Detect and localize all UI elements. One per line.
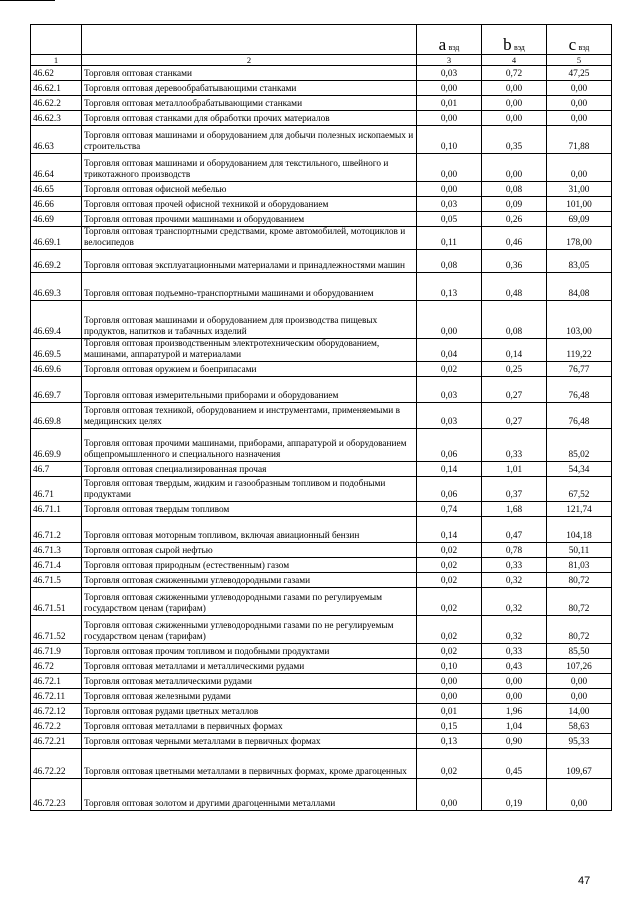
row-value-a: 0,03 [417, 377, 482, 403]
table-row [31, 362, 612, 377]
row-name: Торговля оптовая золотом и другими драгоценными металлами [82, 779, 417, 811]
row-value-c: 83,05 [547, 250, 612, 273]
row-value-a: 0,05 [417, 212, 482, 227]
row-value-c: 80,72 [547, 616, 612, 644]
row-value-c: 85,50 [547, 644, 612, 659]
row-name: Торговля оптовая техникой, оборудованием и инструментами, применяемыми в медицинских целях [82, 403, 417, 429]
row-code: 46.71.9 [31, 644, 82, 659]
row-code: 46.71.3 [31, 543, 82, 558]
row-value-a: 0,03 [417, 403, 482, 429]
table-row [31, 154, 612, 182]
row-value-b: 0,08 [482, 182, 547, 197]
row-value-a: 0,10 [417, 126, 482, 154]
row-value-a: 0,01 [417, 96, 482, 111]
row-value-c: 80,72 [547, 588, 612, 616]
row-value-c: 104,18 [547, 517, 612, 543]
row-value-b: 0,33 [482, 644, 547, 659]
row-value-b: 1,01 [482, 462, 547, 477]
row-name: Торговля оптовая машинами и оборудованием для добычи полезных ископаемых и строительства [82, 126, 417, 154]
table-row [31, 126, 612, 154]
row-value-a: 0,06 [417, 429, 482, 462]
row-value-a: 0,00 [417, 182, 482, 197]
table-row [31, 81, 612, 96]
row-value-b: 0,32 [482, 573, 547, 588]
row-value-b: 0,26 [482, 212, 547, 227]
row-value-c: 178,00 [547, 227, 612, 250]
row-code: 46.69.6 [31, 362, 82, 377]
top-rule [0, 0, 55, 1]
row-name: Торговля оптовая природным (естественным) газом [82, 558, 417, 573]
header-a-letter: a [438, 35, 447, 54]
row-value-a: 0,03 [417, 66, 482, 81]
page-number: 47 [578, 875, 591, 887]
row-value-c: 85,02 [547, 429, 612, 462]
table-row [31, 502, 612, 517]
row-code: 46.71.52 [31, 616, 82, 644]
row-code: 46.62.3 [31, 111, 82, 126]
row-name: Торговля оптовая черными металлами в первичных формах [82, 734, 417, 749]
row-value-b: 0,72 [482, 66, 547, 81]
row-value-c: 31,00 [547, 182, 612, 197]
row-value-a: 0,02 [417, 543, 482, 558]
row-code: 46.64 [31, 154, 82, 182]
row-value-c: 76,48 [547, 377, 612, 403]
row-name: Торговля оптовая сжиженными углеводородными газами по регулируемым государством ценам (тарифам) [82, 588, 417, 616]
row-name: Торговля оптовая подъемно-транспортными машинами и оборудованием [82, 273, 417, 301]
column-number: 2 [82, 55, 417, 66]
table-row [31, 477, 612, 502]
row-name: Торговля оптовая машинами и оборудованием для текстильного, швейного и трикотажного производств [82, 154, 417, 182]
header-a-sub: вэд [448, 43, 460, 52]
row-code: 46.69.7 [31, 377, 82, 403]
row-name: Торговля оптовая твердым топливом [82, 502, 417, 517]
table-row [31, 517, 612, 543]
row-value-b: 0,00 [482, 96, 547, 111]
row-code: 46.71.5 [31, 573, 82, 588]
row-value-b: 0,43 [482, 659, 547, 674]
row-value-b: 1,68 [482, 502, 547, 517]
table-row [31, 779, 612, 811]
row-code: 46.72 [31, 659, 82, 674]
table-row [31, 616, 612, 644]
row-value-c: 80,72 [547, 573, 612, 588]
header-c-letter: c [568, 35, 577, 54]
row-name: Торговля оптовая сырой нефтью [82, 543, 417, 558]
row-name: Торговля оптовая специализированная прочая [82, 462, 417, 477]
table-row [31, 558, 612, 573]
row-code: 46.71.4 [31, 558, 82, 573]
table-row [31, 212, 612, 227]
table-row [31, 719, 612, 734]
row-name: Торговля оптовая транспортными средствами, кроме автомобилей, мотоциклов и велосипедов [82, 227, 417, 250]
row-code: 46.66 [31, 197, 82, 212]
row-name: Торговля оптовая твердым, жидким и газообразным топливом и подобными продуктами [82, 477, 417, 502]
table-row [31, 689, 612, 704]
row-value-c: 47,25 [547, 66, 612, 81]
row-value-a: 0,04 [417, 339, 482, 362]
row-value-c: 109,67 [547, 749, 612, 779]
column-number: 3 [417, 55, 482, 66]
row-value-a: 0,08 [417, 250, 482, 273]
row-code: 46.63 [31, 126, 82, 154]
row-value-b: 0,46 [482, 227, 547, 250]
row-value-b: 0,27 [482, 403, 547, 429]
column-number: 4 [482, 55, 547, 66]
row-code: 46.62 [31, 66, 82, 81]
table-row [31, 734, 612, 749]
table-body [31, 25, 612, 811]
row-name: Торговля оптовая железными рудами [82, 689, 417, 704]
column-number-row [31, 55, 612, 66]
row-value-c: 67,52 [547, 477, 612, 502]
row-value-c: 50,11 [547, 543, 612, 558]
row-value-b: 0,36 [482, 250, 547, 273]
row-name: Торговля оптовая офисной мебелью [82, 182, 417, 197]
row-value-c: 0,00 [547, 81, 612, 96]
header-c-sub: вэд [578, 43, 590, 52]
header-empty-code [31, 25, 82, 55]
row-value-c: 69,09 [547, 212, 612, 227]
row-value-a: 0,10 [417, 659, 482, 674]
row-value-c: 121,74 [547, 502, 612, 517]
row-code: 46.7 [31, 462, 82, 477]
row-name: Торговля оптовая рудами цветных металлов [82, 704, 417, 719]
row-value-b: 0,45 [482, 749, 547, 779]
row-value-a: 0,02 [417, 362, 482, 377]
row-value-c: 58,63 [547, 719, 612, 734]
row-code: 46.71 [31, 477, 82, 502]
row-name: Торговля оптовая прочими машинами, приборами, аппаратурой и оборудованием общепромышленного и специального назначения [82, 429, 417, 462]
row-value-b: 0,90 [482, 734, 547, 749]
row-value-a: 0,00 [417, 301, 482, 339]
row-value-c: 76,48 [547, 403, 612, 429]
row-name: Торговля оптовая металлами и металлическими рудами [82, 659, 417, 674]
row-value-b: 0,08 [482, 301, 547, 339]
row-value-a: 0,02 [417, 588, 482, 616]
row-code: 46.71.2 [31, 517, 82, 543]
row-name: Торговля оптовая прочим топливом и подобными продуктами [82, 644, 417, 659]
row-value-c: 101,00 [547, 197, 612, 212]
row-code: 46.72.2 [31, 719, 82, 734]
row-value-c: 103,00 [547, 301, 612, 339]
row-value-a: 0,00 [417, 689, 482, 704]
row-value-b: 0,00 [482, 154, 547, 182]
row-name: Торговля оптовая металлообрабатывающими станками [82, 96, 417, 111]
row-value-a: 0,02 [417, 573, 482, 588]
row-name: Торговля оптовая станками [82, 66, 417, 81]
row-value-a: 0,74 [417, 502, 482, 517]
row-value-c: 0,00 [547, 674, 612, 689]
row-name: Торговля оптовая измерительными приборами и оборудованием [82, 377, 417, 403]
row-value-b: 0,19 [482, 779, 547, 811]
header-row [31, 25, 612, 55]
row-code: 46.69.5 [31, 339, 82, 362]
row-value-a: 0,00 [417, 674, 482, 689]
row-name: Торговля оптовая деревообрабатывающими станками [82, 81, 417, 96]
table-row [31, 749, 612, 779]
table-row [31, 588, 612, 616]
row-value-b: 0,32 [482, 616, 547, 644]
row-code: 46.72.11 [31, 689, 82, 704]
row-name: Торговля оптовая металлическими рудами [82, 674, 417, 689]
row-value-c: 119,22 [547, 339, 612, 362]
row-name: Торговля оптовая эксплуатационными материалами и принадлежностями машин [82, 250, 417, 273]
row-code: 46.71.1 [31, 502, 82, 517]
column-number: 1 [31, 55, 82, 66]
row-value-c: 81,03 [547, 558, 612, 573]
row-value-b: 0,00 [482, 111, 547, 126]
row-value-a: 0,00 [417, 779, 482, 811]
row-value-b: 0,37 [482, 477, 547, 502]
row-name: Торговля оптовая производственным электротехническим оборудованием, машинами, аппаратурой и материалами [82, 339, 417, 362]
table-row [31, 96, 612, 111]
row-value-a: 0,02 [417, 616, 482, 644]
row-value-c: 95,33 [547, 734, 612, 749]
table-row [31, 659, 612, 674]
row-value-c: 0,00 [547, 689, 612, 704]
row-value-b: 0,27 [482, 377, 547, 403]
row-name: Торговля оптовая прочей офисной техникой и оборудованием [82, 197, 417, 212]
row-value-c: 107,26 [547, 659, 612, 674]
header-a [417, 25, 482, 55]
row-code: 46.65 [31, 182, 82, 197]
row-value-a: 0,14 [417, 462, 482, 477]
row-code: 46.69.9 [31, 429, 82, 462]
row-value-b: 1,04 [482, 719, 547, 734]
row-value-c: 71,88 [547, 126, 612, 154]
row-value-a: 0,00 [417, 111, 482, 126]
row-name: Торговля оптовая оружием и боеприпасами [82, 362, 417, 377]
row-value-a: 0,02 [417, 644, 482, 659]
row-value-c: 0,00 [547, 779, 612, 811]
row-name: Торговля оптовая станками для обработки прочих материалов [82, 111, 417, 126]
row-value-b: 0,00 [482, 81, 547, 96]
row-value-b: 0,14 [482, 339, 547, 362]
row-value-a: 0,02 [417, 749, 482, 779]
header-b-sub: вэд [513, 43, 525, 52]
row-value-b: 1,96 [482, 704, 547, 719]
row-value-b: 0,00 [482, 674, 547, 689]
row-value-a: 0,11 [417, 227, 482, 250]
row-value-a: 0,02 [417, 558, 482, 573]
row-code: 46.72.21 [31, 734, 82, 749]
table-row [31, 339, 612, 362]
table-row [31, 429, 612, 462]
row-value-b: 0,48 [482, 273, 547, 301]
header-empty-name [82, 25, 417, 55]
row-code: 46.69.3 [31, 273, 82, 301]
coefficients-table [30, 24, 612, 811]
table-row [31, 197, 612, 212]
row-code: 46.69.1 [31, 227, 82, 250]
row-value-c: 14,00 [547, 704, 612, 719]
table-row [31, 674, 612, 689]
table-row [31, 403, 612, 429]
header-c [547, 25, 612, 55]
row-value-b: 0,47 [482, 517, 547, 543]
row-code: 46.69 [31, 212, 82, 227]
row-value-a: 0,01 [417, 704, 482, 719]
table-row [31, 227, 612, 250]
row-name: Торговля оптовая металлами в первичных формах [82, 719, 417, 734]
row-value-b: 0,25 [482, 362, 547, 377]
row-name: Торговля оптовая моторным топливом, включая авиационный бензин [82, 517, 417, 543]
table-row [31, 704, 612, 719]
row-value-b: 0,09 [482, 197, 547, 212]
row-code: 46.69.2 [31, 250, 82, 273]
row-value-c: 84,08 [547, 273, 612, 301]
row-code: 46.72.23 [31, 779, 82, 811]
column-number: 5 [547, 55, 612, 66]
row-value-b: 0,33 [482, 429, 547, 462]
row-value-a: 0,03 [417, 197, 482, 212]
row-code: 46.62.2 [31, 96, 82, 111]
row-name: Торговля оптовая машинами и оборудованием для производства пищевых продуктов, напитков и табачных изделий [82, 301, 417, 339]
row-name: Торговля оптовая прочими машинами и оборудованием [82, 212, 417, 227]
table-row [31, 66, 612, 81]
table-row [31, 250, 612, 273]
table-row [31, 111, 612, 126]
row-value-c: 0,00 [547, 111, 612, 126]
row-name: Торговля оптовая цветными металлами в первичных формах, кроме драгоценных [82, 749, 417, 779]
table-row [31, 573, 612, 588]
row-code: 46.69.4 [31, 301, 82, 339]
row-code: 46.62.1 [31, 81, 82, 96]
row-value-c: 0,00 [547, 96, 612, 111]
row-value-b: 0,78 [482, 543, 547, 558]
row-value-a: 0,15 [417, 719, 482, 734]
row-value-b: 0,32 [482, 588, 547, 616]
row-code: 46.72.12 [31, 704, 82, 719]
header-b [482, 25, 547, 55]
row-value-c: 54,34 [547, 462, 612, 477]
row-value-a: 0,13 [417, 734, 482, 749]
table-row [31, 543, 612, 558]
row-value-a: 0,00 [417, 154, 482, 182]
table-row [31, 377, 612, 403]
header-b-letter: b [503, 35, 512, 54]
row-code: 46.71.51 [31, 588, 82, 616]
table-row [31, 273, 612, 301]
row-name: Торговля оптовая сжиженными углеводородными газами [82, 573, 417, 588]
row-value-a: 0,13 [417, 273, 482, 301]
row-code: 46.72.22 [31, 749, 82, 779]
row-value-b: 0,33 [482, 558, 547, 573]
row-value-b: 0,35 [482, 126, 547, 154]
table-row [31, 644, 612, 659]
row-value-a: 0,06 [417, 477, 482, 502]
row-code: 46.69.8 [31, 403, 82, 429]
row-value-a: 0,14 [417, 517, 482, 543]
table-row [31, 462, 612, 477]
table-row [31, 301, 612, 339]
row-value-c: 76,77 [547, 362, 612, 377]
table-row [31, 182, 612, 197]
row-value-b: 0,00 [482, 689, 547, 704]
row-value-c: 0,00 [547, 154, 612, 182]
row-name: Торговля оптовая сжиженными углеводородными газами по не регулируемым государством ценам (тарифам) [82, 616, 417, 644]
row-value-a: 0,00 [417, 81, 482, 96]
row-code: 46.72.1 [31, 674, 82, 689]
